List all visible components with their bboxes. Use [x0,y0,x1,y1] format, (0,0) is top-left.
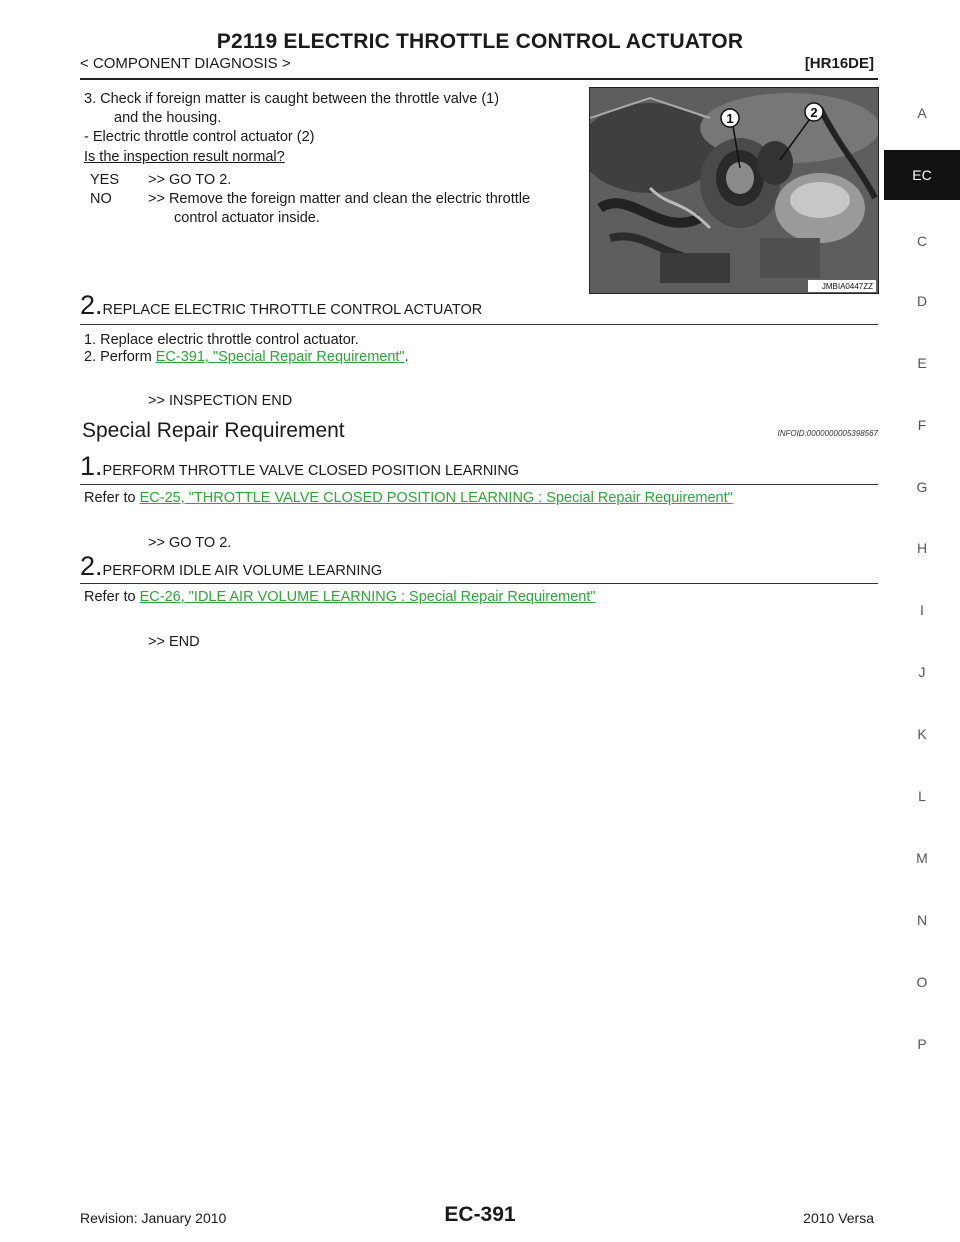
step-s2-title: PERFORM IDLE AIR VOLUME LEARNING [102,563,383,579]
header-rule [80,78,878,80]
step-s2-refer [84,588,596,607]
refer-prefix: Refer to [84,490,140,506]
step-s1-refer [84,489,733,508]
yes-action: >> GO TO 2. [148,172,232,188]
step3-line2: and the housing. [114,110,222,126]
inspection-question: Is the inspection result normal? [84,149,285,165]
side-tab-d[interactable]: D [916,293,928,309]
step-2-heading [80,290,482,321]
step-s1-heading [80,451,519,482]
side-tab-j[interactable]: J [918,664,926,680]
callout-2: 2 [810,105,818,120]
side-tab-ec[interactable]: EC [884,150,960,200]
step-2-title: REPLACE ELECTRIC THROTTLE CONTROL ACTUATOR [102,302,483,318]
side-tab-g[interactable]: G [916,479,928,495]
side-tab-l[interactable]: L [918,788,926,804]
step-2-result: >> INSPECTION END [148,393,293,409]
engine-bay-image [590,88,878,293]
step-s1-title: PERFORM THROTTLE VALVE CLOSED POSITION LEARNING [102,463,520,479]
throttle-photo [589,87,879,294]
step-2-item-1: 1. Replace electric throttle control actuator. [84,332,359,348]
step-s1-number: 1. [80,451,103,481]
link-ec-26[interactable]: EC-26, "IDLE AIR VOLUME LEARNING : Special Repair Requirement" [139,589,596,605]
side-tab-h[interactable]: H [916,540,928,556]
no-action-line2: control actuator inside. [174,210,320,226]
side-tab-f[interactable]: F [917,417,927,433]
side-tab-p[interactable]: P [917,1036,927,1052]
side-tab-k[interactable]: K [917,726,927,742]
step-2-rule [80,324,878,325]
side-tab-i[interactable]: I [920,602,924,618]
section-heading: Special Repair Requirement [82,419,345,442]
no-action-line1: >> Remove the foreign matter and clean the electric throttle [148,191,531,207]
callout-1: 1 [726,111,734,126]
side-tab-m[interactable]: M [916,850,928,866]
link-ec-25[interactable]: EC-25, "THROTTLE VALVE CLOSED POSITION LEARNING : Special Repair Requirement" [139,490,733,506]
section-label: < COMPONENT DIAGNOSIS > [80,55,291,72]
step-s2-result: >> END [148,634,200,650]
side-tab-n[interactable]: N [916,912,928,928]
footer-revision: Revision: January 2010 [80,1210,227,1226]
step-2-number: 2. [80,290,103,320]
side-tab-e[interactable]: E [917,355,927,371]
step-s1-result: >> GO TO 2. [148,535,232,551]
item-2-prefix: 2. Perform [84,349,156,365]
info-id: INFOID:0000000005398567 [777,429,878,438]
no-label: NO [90,191,112,207]
step-s2-number: 2. [80,551,103,581]
refer-prefix: Refer to [84,589,140,605]
side-tab-c[interactable]: C [916,233,928,249]
link-ec-391[interactable]: EC-391, "Special Repair Requirement" [155,349,405,365]
footer-model: 2010 Versa [803,1210,874,1226]
step3-line3: - Electric throttle control actuator (2) [84,129,315,145]
footer-page-number: EC-391 [444,1203,516,1226]
page-title: P2119 ELECTRIC THROTTLE CONTROL ACTUATOR [216,30,744,53]
figure-caption: JMBIA0447ZZ [821,282,873,291]
side-tab-a[interactable]: A [917,105,927,121]
engine-code: [HR16DE] [804,55,874,72]
step-2-item-2 [84,348,409,367]
step-s1-rule [80,484,878,485]
step-s2-rule [80,583,878,584]
item-2-suffix: . [404,349,409,365]
step-s2-heading [80,551,382,582]
yes-label: YES [90,172,120,188]
side-tab-o[interactable]: O [916,974,928,990]
step3-line1: 3. Check if foreign matter is caught between the throttle valve (1) [84,91,500,107]
